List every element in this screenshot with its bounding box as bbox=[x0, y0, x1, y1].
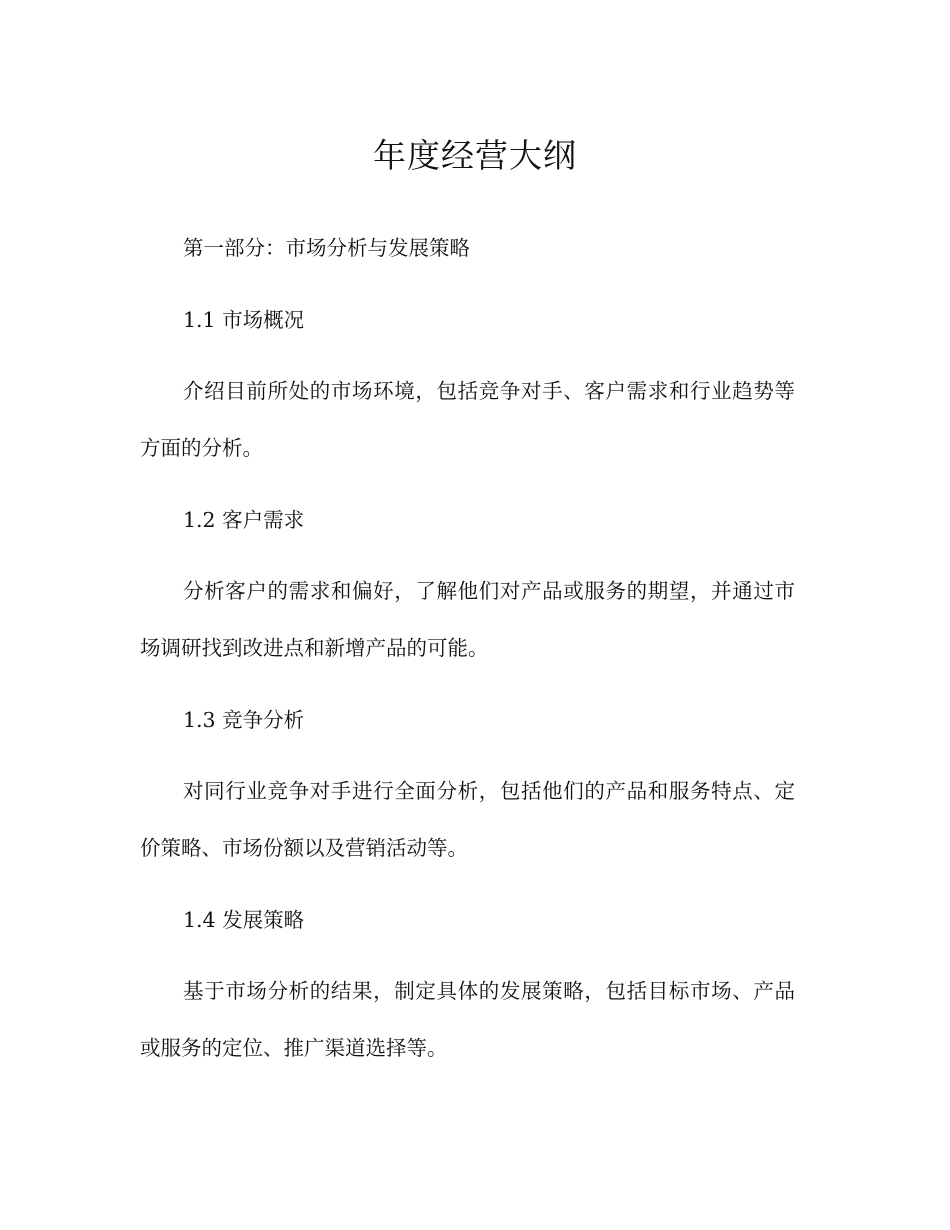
section-heading-1-2: 1.2 客户需求 bbox=[183, 508, 305, 532]
document-title: 年度经营大纲 bbox=[373, 136, 577, 175]
section-heading-1-4: 1.4 发展策略 bbox=[183, 908, 305, 932]
section-body-1-1: 介绍目前所处的市场环境，包括竞争对手、客户需求和行业趋势等方面的分析。 bbox=[140, 379, 795, 460]
section-heading-1-1: 1.1 市场概况 bbox=[183, 308, 305, 332]
section-heading-1-3: 1.3 竞争分析 bbox=[183, 708, 305, 732]
section-body-1-2: 分析客户的需求和偏好，了解他们对产品或服务的期望，并通过市场调研找到改进点和新增产品的可能。 bbox=[140, 579, 795, 660]
section-body-1-3: 对同行业竞争对手进行全面分析，包括他们的产品和服务特点、定价策略、市场份额以及营销活动等。 bbox=[140, 779, 795, 860]
section-body-1-4: 基于市场分析的结果，制定具体的发展策略，包括目标市场、产品或服务的定位、推广渠道选择等。 bbox=[140, 979, 795, 1060]
part-heading: 第一部分：市场分析与发展策略 bbox=[183, 236, 470, 260]
